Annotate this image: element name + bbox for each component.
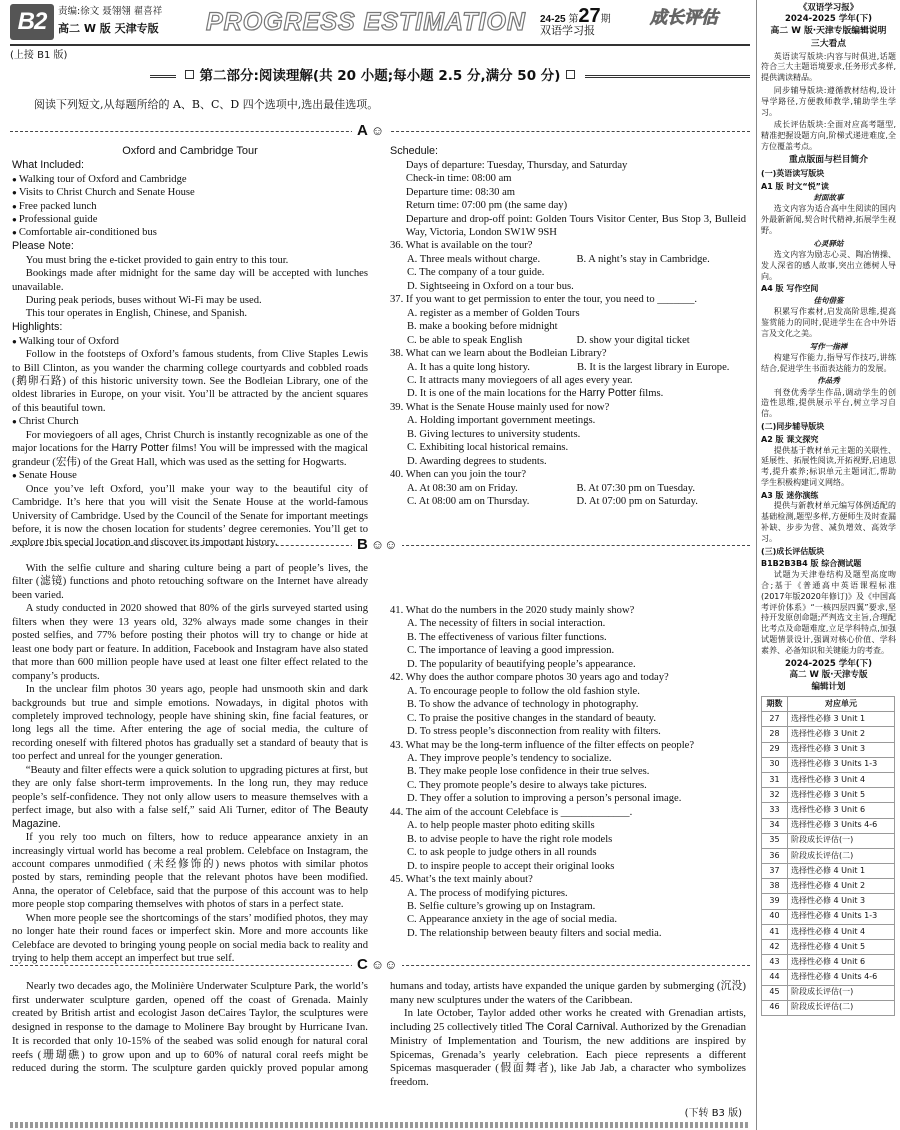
plan-unit: 阶段成长评估(二) — [788, 1000, 895, 1015]
section-c-divider — [10, 958, 750, 972]
section-c-label: C ☺☺ — [352, 955, 402, 974]
magazine-title: The Beauty Magazine — [12, 804, 368, 830]
sidebar-page: B1B2B3B4 版 综合测试题 — [761, 559, 862, 569]
option: B. At 07:30 pm on Tuesday. — [576, 482, 695, 494]
plan-unit: 选择性必修 4 Unit 1 — [788, 864, 895, 879]
option: B. make a booking before midnight — [406, 321, 558, 333]
sidebar-text: 积累写作素材,启发高阶思维,提高鉴赏能力的同时,促进学生在合中外语言及文化之美。 — [761, 307, 896, 338]
option: A. They improve people’s tendency to socialize. — [406, 752, 612, 764]
plan-unit: 阶段成长评估(一) — [788, 833, 895, 848]
sidebar-column: 佳句借鉴 — [813, 296, 844, 306]
highlight-text: Once you’ve left Oxford, you’ll make your way to the beautiful city of Cambridge. It’s here that you will visit the Senate House at the world-famous University of Cambridge. Used by the Council of the Senate for important meetings before, it is now the chosen location for students’ degree ceremonies. You’ll get to explore this special location and discover its important history. — [12, 483, 368, 549]
question-42: 42. Why does the author compare photos 30 years ago and today? — [390, 672, 669, 684]
option: D. The relationship between beauty filters and social media. — [406, 927, 662, 939]
plan-issue-number: 42 — [762, 940, 788, 955]
page-badge: B2 — [10, 4, 54, 40]
passage-b-right — [390, 604, 746, 940]
header-rule — [10, 44, 750, 46]
plan-year: 2024-2025 学年(下) — [784, 658, 873, 669]
plan-unit: 选择性必修 4 Unit 6 — [788, 955, 895, 970]
sidebar-text: 成长评估版块:全面对应高考题型,精准把握设题方向,阶梯式递进难度,全方位覆盖考点。 — [761, 120, 896, 152]
option: A. It has a quite long history. — [406, 361, 530, 373]
option: A. At 08:30 am on Friday. — [406, 482, 518, 494]
option: A. Three meals without charge. — [406, 253, 541, 265]
table-row — [762, 727, 895, 742]
option: D. The popularity of beautifying people’s appearance. — [406, 658, 636, 670]
question-39: 39. What is the Senate House mainly used for now? — [390, 401, 610, 413]
paragraph: In late October, Taylor added other works he created with Grenadian artists, including 25 collectively titled The Coral Carnival. Authorized by the Grenadian Ministry of Implementation and Tourism, the new additions are inspired by Spicemas, Grenada’s yearly celebration. Each piece represents a different Spicemas masquerader (假面舞者), like Jab Jab, a character who symbolizes freedom. — [390, 1007, 746, 1088]
school-year: 24-25 — [540, 14, 566, 25]
option: A. The necessity of filters in social interaction. — [406, 618, 606, 630]
option: A. register as a member of Golden Tours — [406, 307, 580, 319]
plan-unit: 选择性必修 3 Units 4-6 — [788, 818, 895, 833]
plan-unit: 选择性必修 3 Units 1-3 — [788, 757, 895, 772]
included-item: ● Comfortable air-conditioned bus — [12, 226, 368, 239]
paragraph: When more people see the shortcomings of the stars’ modified photos, they may no longer hate their round faces or imperfect skin. More and more accounts like Celebface are devoted to bringing young people on social media back to reality and trying to help them accept an imperfect but true self. — [12, 912, 368, 965]
option: D. They offer a solution to improving a person’s personal image. — [406, 793, 682, 805]
section-a-divider — [10, 124, 750, 138]
plan-unit: 选择性必修 4 Units 4-6 — [788, 970, 895, 985]
issue-info — [540, 4, 611, 37]
plan-table-body — [762, 712, 895, 1016]
plan-header-row — [762, 697, 895, 712]
plan-unit: 选择性必修 4 Unit 4 — [788, 924, 895, 939]
highlight-text: For moviegoers of all ages, Christ Church is instantly recognizable as one of the major locations for the Harry Potter films! You will be impressed with the magical grandeur (宏伟) of the Great Hall, which was used as the setting for Hogwarts. — [12, 429, 368, 468]
plan-issue-number: 38 — [762, 879, 788, 894]
table-row — [762, 1000, 895, 1015]
plan-issue-number: 43 — [762, 955, 788, 970]
included-item: ● Visits to Christ Church and Senate House — [12, 186, 368, 199]
note-item: During peak periods, buses without Wi-Fi may be used. — [25, 295, 262, 306]
option: D. Awarding degrees to students. — [406, 455, 547, 467]
plan-title: 编辑计划 — [811, 681, 846, 692]
question-40: 40. When can you join the tour? — [390, 469, 527, 481]
table-row — [762, 955, 895, 970]
plan-issue-number: 44 — [762, 970, 788, 985]
option: B. to advise people to have the right role models — [406, 833, 613, 845]
continued-to: (下转 B3 版) — [684, 1108, 742, 1119]
highlight-text: Follow in the footsteps of Oxford’s famous students, from Clive Staples Lewis to Bill Clinton, as you wander the charming college courtyards and cobbled roads (鹅卵石路) of this historic university town. See the Bodleian Library, one of the oldest libraries in Europe, on your visit. You’ll be attracted by the ancient squares of this beautiful town. — [12, 349, 368, 414]
plan-issue-number: 34 — [762, 818, 788, 833]
included-item: ● Walking tour of Oxford and Cambridge — [12, 173, 368, 186]
highlight-title: ● Senate House — [12, 469, 368, 482]
paper-name: 双语学习报 — [540, 24, 595, 37]
note-heading: Please Note: — [12, 239, 74, 252]
option: B. It is the largest library in Europe. — [576, 361, 730, 373]
option: A. The process of modifying pictures. — [406, 887, 568, 899]
option: A. Holding important government meetings. — [406, 415, 596, 427]
table-row — [762, 803, 895, 818]
sidebar — [756, 0, 896, 1130]
option: C. It attracts many moviegoers of all ages every year. — [406, 374, 633, 386]
table-row — [762, 985, 895, 1000]
schedule-item: Return time: 07:00 pm (the same day) — [405, 200, 568, 212]
plan-unit: 选择性必修 4 Units 1-3 — [788, 909, 895, 924]
plan-issue-number: 37 — [762, 864, 788, 879]
film-title: Harry Potter — [579, 387, 637, 400]
option: C. They promote people’s desire to always take pictures. — [406, 779, 647, 791]
option: B. To show the advance of technology in photography. — [406, 699, 639, 711]
option: A. to help people master photo editing skills — [406, 820, 595, 832]
schedule-item: Departure time: 08:30 am — [405, 186, 516, 198]
sidebar-three-highlights: 三大看点 — [810, 38, 847, 49]
table-row — [762, 909, 895, 924]
question-43: 43. What may be the long-term influence of the filter effects on people? — [390, 739, 695, 751]
plan-unit: 阶段成长评估(一) — [788, 985, 895, 1000]
option: D. At 07:00 pm on Saturday. — [576, 496, 698, 508]
sidebar-page: A1 版 时文“悦”读 — [761, 181, 829, 191]
paragraph: If you rely too much on filters, how to reduce appearance anxiety in an increasingly virtual world has become a real problem. Celebface on Instagram, the account compares unmodified (未经修饰的) news photos with similar photos posted by stars, reminding people that the relevant photos have been modified. Anna, the operator of Celebface, said that the purpose of this account was to help more people stop comparing themselves with photos of stars in a perfect state. — [12, 832, 368, 911]
table-row — [762, 742, 895, 757]
plan-unit: 选择性必修 4 Unit 2 — [788, 879, 895, 894]
question-36: 36. What is available on the tour? — [390, 240, 533, 252]
sidebar-column: 写作一指禅 — [809, 341, 848, 351]
section-b-label: B ☺☺ — [352, 535, 402, 554]
part-title — [10, 68, 750, 85]
option: C. to ask people to judge others in all rounds — [406, 847, 597, 859]
sidebar-text: 提供基于教材单元主题的关联性、延展性、拓展性阅读,开拓视野,启迪思考,提升素养;标识单元主题词汇,帮助学生积极构建词义网络。 — [761, 445, 896, 487]
editors-credit: 责编:徐文 聂翎翎 翟喜祥 — [58, 6, 163, 17]
continued-from: (上接 B1 版) — [10, 50, 68, 61]
schedule-heading: Schedule: — [390, 145, 439, 157]
sidebar-text: 英语读写版块:内容与时俱进,话题符合三大主题语境要求,任务形式多样,提供满读精品。 — [761, 51, 896, 83]
sidebar-page: A4 版 写作空间 — [761, 284, 819, 294]
paragraph: “Beauty and filter effects were a quick solution to upgrading pictures at first, but they are only false short-term improvements. In the long run, they may reduce people’s self-confidence. They not only allow users to measure themselves with a perfect image, but also with a false self,” said Ali Turner, editor of The Beauty Magazine. — [12, 764, 368, 830]
option: A. To encourage people to follow the old fashion style. — [406, 685, 640, 697]
option: C. Exhibiting local historical remains. — [406, 442, 569, 454]
plan-issue-number: 28 — [762, 727, 788, 742]
included-item: ● Professional guide — [12, 213, 368, 226]
plan-header-issue: 期数 — [762, 697, 788, 712]
plan-issue-number: 32 — [762, 788, 788, 803]
option: B. They make people lose confidence in their true selves. — [406, 766, 650, 778]
option: C. To praise the positive changes in the standard of beauty. — [406, 712, 656, 724]
issue-suffix: 期 — [600, 14, 611, 25]
plan-issue-number: 40 — [762, 909, 788, 924]
schedule-item: Days of departure: Tuesday, Thursday, and Saturday — [405, 159, 628, 171]
table-row — [762, 788, 895, 803]
square-icon — [185, 70, 194, 79]
sidebar-page: A2 版 课文探究 — [761, 434, 819, 444]
note-item: This tour operates in English, Chinese, and Spanish. — [25, 308, 248, 320]
plan-issue-number: 33 — [762, 803, 788, 818]
smile-icon: ☺☺ — [370, 957, 398, 972]
table-row — [762, 818, 895, 833]
plan-unit: 选择性必修 4 Unit 5 — [788, 940, 895, 955]
sidebar-text: 选文内容为励志心灵、陶冶情操、发人深省的感人故事,突出立德树人导向。 — [761, 249, 896, 281]
paragraph: With the selfie culture and sharing culture being a part of people’s lives, the filter (滤镜) functions and photo retouching software on the Internet have already been varied. — [12, 563, 368, 601]
passage-c — [12, 980, 746, 1104]
section-b-divider — [10, 538, 750, 552]
option: C. The company of a tour guide. — [406, 267, 545, 279]
option: D. To stress people’s disconnection from reality with filters. — [406, 726, 661, 738]
plan-issue-number: 30 — [762, 757, 788, 772]
option: C. The importance of leaving a good impression. — [406, 645, 615, 657]
sidebar-section: (三)成长评估版块 — [761, 546, 825, 556]
plan-issue-number: 39 — [762, 894, 788, 909]
paragraph: A study conducted in 2020 showed that 80% of the girls surveyed started using filters when they were 13 years old, 32% always made some changes in their posted selfies, and 77% before posting their photos will try to change or hide at least one body part or feature. In addition, Facebook and Instagram have also stated that more than 600 million people have used at least one filter effect related to the company’s products. — [12, 603, 368, 682]
sidebar-text: 提供与新教材单元编写体例适配的基础检测,题型多样,方便师生及时查漏补缺、步步为营、减负增效、高效学习。 — [761, 501, 896, 543]
plan-unit: 选择性必修 3 Unit 1 — [788, 712, 895, 727]
question-45: 45. What’s the text mainly about? — [390, 874, 533, 886]
option: D. to inspire people to accept their original looks — [406, 860, 615, 872]
plan-unit: 选择性必修 3 Unit 6 — [788, 803, 895, 818]
sidebar-column: 作品秀 — [817, 376, 840, 386]
plan-issue-number: 35 — [762, 833, 788, 848]
plan-issue-number: 29 — [762, 742, 788, 757]
edition-label: 高二 W 版 天津专版 — [58, 22, 159, 35]
sidebar-text: 选文内容为适合高中生阅读的国内外最新新闻,契合时代精神,拓展学生视野。 — [761, 204, 896, 236]
question-37: 37. If you want to get permission to enter the tour, you need to _______. — [390, 294, 698, 306]
passage-a-title: Oxford and Cambridge Tour — [122, 145, 258, 157]
plan-edition: 高二 W 版·天津专版 — [789, 670, 868, 681]
passage-b-left — [12, 562, 368, 966]
section-a-label: A ☺ — [352, 121, 389, 140]
sidebar-section: (二)同步辅导版块 — [761, 421, 825, 431]
included-heading: What Included: — [12, 158, 85, 171]
issue-prefix: 第 — [568, 14, 579, 25]
plan-unit: 选择性必修 4 Unit 3 — [788, 894, 895, 909]
highlight-title: ● Christ Church — [12, 415, 368, 428]
option: B. A night’s stay in Cambridge. — [576, 253, 710, 265]
plan-issue-number: 27 — [762, 712, 788, 727]
option: B. The effectiveness of various filter functions. — [406, 631, 607, 643]
option: D. Sightseeing in Oxford on a tour bus. — [406, 280, 574, 292]
work-title: The Coral Carnival — [525, 1021, 616, 1034]
schedule-item: Check-in time: 08:00 am — [405, 173, 512, 185]
masthead-title: PROGRESS ESTIMATION — [206, 8, 526, 36]
sidebar-focus-heading: 重点版面与栏目简介 — [788, 154, 869, 165]
table-row — [762, 894, 895, 909]
plan-unit: 选择性必修 3 Unit 4 — [788, 772, 895, 787]
included-item: ● Free packed lunch — [12, 200, 368, 213]
sidebar-text: 构建写作能力,指导写作技巧,讲练结合,促进学生书面表达能力的发展。 — [761, 352, 896, 373]
plan-issue-number: 41 — [762, 924, 788, 939]
plan-issue-number: 45 — [762, 985, 788, 1000]
plan-unit: 阶段成长评估(二) — [788, 848, 895, 863]
option: B. Selfie culture’s growing up on Instagram. — [406, 900, 596, 912]
sidebar-column: 封面故事 — [813, 193, 844, 203]
sidebar-text: 同步辅导版块:遵循教材结构,设计导学路径,方便教师教学,辅助学生学习。 — [761, 86, 896, 117]
part-title-text: 第二部分:阅读理解(共 20 小题;每小题 2.5 分,满分 50 分) — [199, 68, 561, 84]
option: C. At 08:00 am on Thursday. — [406, 496, 530, 508]
question-38: 38. What can we learn about the Bodleian Library? — [390, 348, 607, 360]
sidebar-page: A3 版 迷你演练 — [761, 490, 819, 500]
plan-table — [761, 696, 895, 1016]
plan-issue-number: 46 — [762, 1000, 788, 1015]
plan-issue-number: 31 — [762, 772, 788, 787]
option: C. Appearance anxiety in the age of social media. — [406, 914, 617, 926]
table-row — [762, 879, 895, 894]
passage-a-right — [390, 145, 746, 508]
page-header — [10, 4, 750, 42]
sidebar-text: 试题为天津卷结构及题型高度吻合;基于《普通高中英语课程标准(2017年版2020年修订)》及《中国高考评价体系》“一核四层四翼”要求,坚持开发原创命题;严判选文主旨,合理配比考点及命题难度,立足学科特点,加强试题情景设计,强调对核心价值、学科素养、必备知识和关键能力的考查。 — [761, 570, 896, 655]
question-41: 41. What do the numbers in the 2020 study mainly show? — [390, 605, 635, 616]
smile-icon: ☺☺ — [370, 537, 398, 552]
table-row — [762, 924, 895, 939]
square-icon — [566, 70, 575, 79]
option: D. show your digital ticket — [576, 334, 690, 346]
table-row — [762, 848, 895, 863]
table-row — [762, 970, 895, 985]
film-title: Harry Potter — [111, 442, 169, 455]
paragraph: Nearly two decades ago, the Molinière Underwater Sculpture Park, the world’s first underwater sculpture garden, opened off the coast of Grenada. Mainly created by British artist and ecologist Jason deCaires Taylor, the sculptures were designed in response to the damage to Molinere Bay brought by Hurricane Ivan. It is recorded that only 10-15% of the seabed was solid enough for natural coral reefs (珊瑚礁) to grow upon and up to 60% of natural coral reefs might be reduced during the storm. The sculpture garden quickly proved popular among humans and today, artists have expanded the unique garden by submerging (沉没) many new sculptures under the waters of the Caribbean. — [12, 980, 746, 1075]
brand-title: 成长评估 — [650, 8, 718, 28]
highlight-title: ● Walking tour of Oxford — [12, 335, 368, 348]
option: C. be able to speak English — [406, 334, 523, 346]
plan-unit: 选择性必修 3 Unit 5 — [788, 788, 895, 803]
table-row — [762, 940, 895, 955]
sidebar-year: 2024-2025 学年(下) — [784, 14, 873, 25]
plan-issue-number: 36 — [762, 848, 788, 863]
table-row — [762, 833, 895, 848]
passage-a-left — [12, 145, 368, 550]
note-item: Bookings made after midnight for the same day will be accepted with lunches unavailable. — [12, 268, 368, 293]
option: D. It is one of the main locations for the Harry Potter films. — [406, 387, 664, 400]
option: B. Giving lectures to university students. — [406, 428, 581, 440]
issue-number: 27 — [578, 5, 601, 27]
note-item: You must bring the e-ticket provided to gain entry to this tour. — [25, 254, 289, 266]
bottom-bar — [10, 1122, 750, 1128]
paragraph: In the unclear film photos 30 years ago, people had unsmooth skin and dark backgrounds but true and simple emotions. Nowadays, in digital photos with completely improved technology, people have shining skin, fine facial features, or long legs all the time. After entering the age of social media, the culture of recording oneself with filtered photos has gradually set a standard of beauty that is too perfect and unreal for the younger generation. — [12, 684, 368, 763]
sidebar-subtitle: 高二 W 版·天津专版编辑说明 — [770, 25, 887, 36]
sidebar-section: (一)英语读写版块 — [761, 168, 825, 178]
plan-unit: 选择性必修 3 Unit 3 — [788, 742, 895, 757]
plan-unit: 选择性必修 3 Unit 2 — [788, 727, 895, 742]
sidebar-title: 《双语学习报》 — [798, 3, 859, 13]
smile-icon: ☺ — [370, 123, 385, 138]
sidebar-column: 心灵驿站 — [813, 238, 844, 248]
plan-header-unit: 对应单元 — [788, 697, 895, 712]
question-44: 44. The aim of the account Celebface is _____________. — [390, 806, 633, 818]
table-row — [762, 757, 895, 772]
table-row — [762, 864, 895, 879]
table-row — [762, 712, 895, 727]
highlights-heading: Highlights: — [12, 320, 63, 333]
instructions: 阅读下列短文,从每题所给的 A、B、C、D 四个选项中,选出最佳选项。 — [34, 98, 379, 111]
table-row — [762, 772, 895, 787]
schedule-item: Departure and drop-off point: Golden Tours Visitor Center, Bus Stop 3, Bulleid Way, Victoria, London SW1W 9SH — [405, 213, 746, 238]
sidebar-text: 刊登优秀学生作品,调动学生的创造性思维,提供展示平台,树立学习自信。 — [761, 387, 896, 419]
